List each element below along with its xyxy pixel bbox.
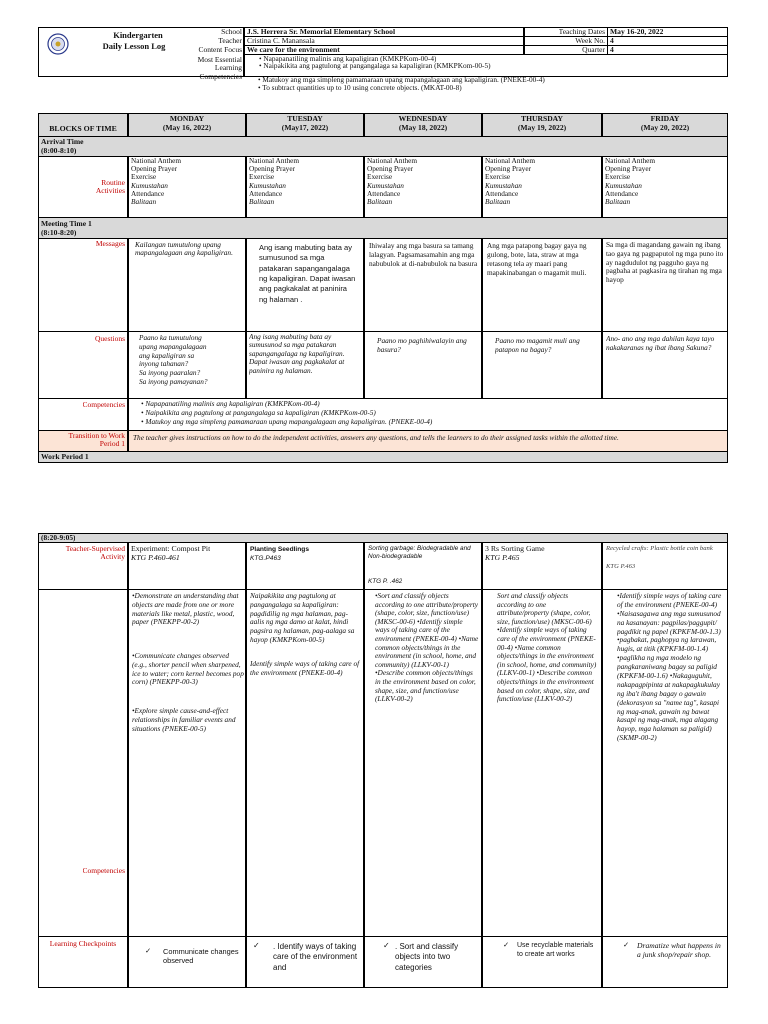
day-date-wed: (May 18, 2022) bbox=[398, 124, 448, 132]
focus-value: We care for the environment bbox=[247, 46, 340, 54]
lc-fri: Dramatize what happens in a junk shop/repair shop. bbox=[637, 941, 721, 960]
tsa-ref-fri: KTG P.463 bbox=[606, 563, 636, 570]
routine-item: National Anthem bbox=[131, 157, 182, 165]
routine-item: National Anthem bbox=[367, 157, 418, 165]
day-date-thu: (May 19, 2022) bbox=[517, 124, 567, 132]
quarter-label-cell bbox=[524, 45, 608, 55]
comp2-cell-thu bbox=[482, 589, 602, 937]
question-fri: Ano- ano ang mga dahilan kaya tayo nakakaranas ng ibat ibang Sakuna? bbox=[606, 334, 715, 353]
tsa-cell-fri bbox=[602, 542, 728, 590]
dates-label: Teaching Dates bbox=[558, 28, 605, 36]
questions-cell-fri bbox=[602, 331, 728, 399]
routine-item: Exercise bbox=[605, 172, 631, 182]
check-icon: ✓ bbox=[503, 941, 510, 949]
competencies-cell bbox=[128, 398, 728, 431]
day-name-wed: WEDNESDAY bbox=[398, 115, 448, 123]
day-header-mon bbox=[128, 113, 246, 137]
meeting-time-row bbox=[38, 217, 728, 239]
day-name-thu: THURSDAY bbox=[521, 115, 563, 123]
question-line: inyong tahanan? bbox=[139, 359, 189, 369]
comp2-mon-1: •Demonstrate an understanding that objects are made from one or more materials like metal, plastic, wood, paper (PNEKPP-00-2) bbox=[132, 592, 239, 627]
routine-list-thu bbox=[485, 157, 601, 206]
tsa-title-tue: Planting Seedlings bbox=[250, 546, 309, 553]
routine-item: Attendance bbox=[605, 188, 639, 198]
competency-item: • Naipakikita ang pagtulong at pangangalaga sa kapaligiran (KMKPKom-00-5) bbox=[141, 407, 376, 417]
comp2-mon-2: •Communicate changes observed (e.g., shorter pencil when sharpened, ice to water; corn kernel becomes pop corn) (PNEKPP-00-3) bbox=[132, 652, 244, 687]
question-line: Sa inyong pamayanan? bbox=[139, 376, 208, 386]
message-wed: Ihiwalay ang mga basura sa tamang lalagyan. Pagsamasamahin ang mga nabubulok at di-nabubulok na basura bbox=[369, 241, 478, 269]
message-thu: Ang mga patapong bagay gaya ng gulong, bote, lata, straw at mga retasong tela ay maari pang mapakinabangan o magamit muli. bbox=[487, 241, 587, 278]
tsa-ref-wed: KTG P. .462 bbox=[368, 578, 403, 585]
transition-label-cell bbox=[38, 430, 128, 452]
questions-cell-mon bbox=[128, 331, 246, 399]
routine-item: Kumustahan bbox=[249, 180, 286, 190]
tsa-cell-tue bbox=[246, 542, 364, 590]
lc-mon: Communicate changes observed bbox=[163, 947, 239, 966]
routine-cell-mon bbox=[128, 156, 246, 218]
comp2-wed: •Sort and classify objects according to one attribute/property (shape, color, size, function/use) (MKSC-00-6) •Identify simple ways of taking care of the environment (PNEKE-00-4) •Name common objects/things in the environment (in school, home, and community) (LLKV-00-1) •Describe common objects/things in the environment based on color, shape, size, and function/use (LLKV-00-2) bbox=[375, 592, 479, 704]
competencies-label-cell bbox=[38, 398, 128, 431]
title-line-1: Kindergarten bbox=[113, 31, 163, 40]
questions-label: Questions bbox=[95, 335, 125, 343]
messages-label: Messages bbox=[95, 240, 125, 248]
mel-item-2: • Naipakikita ang pagtulong at pangangalaga sa kapaligiran (KMKPKom-00-5) bbox=[259, 62, 491, 70]
comp2-label: Competencies bbox=[82, 867, 125, 875]
lc-label-cell bbox=[38, 936, 128, 988]
comp2-mon-3: •Explore simple cause-and-effect relationships in familiar events and situations (PNEKE-00-5) bbox=[132, 707, 236, 733]
message-mon: Kailangan tumutulong upang mapangalagaan ang kapaligiran. bbox=[135, 241, 233, 258]
routine-item: Exercise bbox=[485, 172, 511, 182]
teacher-value: Cristina C. Manansala bbox=[247, 37, 315, 45]
lc-cell-fri bbox=[602, 936, 728, 988]
routine-item: Balitaan bbox=[131, 196, 157, 206]
routine-item: Opening Prayer bbox=[131, 164, 177, 174]
tsa-title-fri: Recycled crafts: Plastic bottle coin bank bbox=[606, 545, 713, 552]
competency-item: • Napapanatiling malinis ang kapaligiran (KMKPKom-00-4) bbox=[141, 400, 320, 408]
arrival-time-label: Arrival Time bbox=[41, 138, 84, 146]
message-tue: Ang isang mabuting bata ay sumusunod sa mga patakaran sapangangalaga ng kapaligiran. Dapat iwasan ang pagkakalat at paninira ng halaman . bbox=[259, 243, 356, 304]
question-thu: Paano mo magamit muli ang patapon na bagay? bbox=[495, 336, 580, 355]
routine-item: Attendance bbox=[367, 188, 401, 198]
questions-cell-thu bbox=[482, 331, 602, 399]
transition-label: Transition to Work Period 1 bbox=[68, 432, 125, 449]
routine-item: Opening Prayer bbox=[367, 164, 413, 174]
routine-item: Attendance bbox=[249, 188, 283, 198]
routine-item: National Anthem bbox=[249, 157, 300, 165]
tsa-ref-thu: KTG P.465 bbox=[485, 554, 520, 562]
mel-item-3: • Matukoy ang mga simpleng pamamaraan upang mapangalagaan ang kapaligiran. (PNEKE-00-4) bbox=[258, 76, 545, 84]
quarter-label: Quarter bbox=[582, 46, 605, 54]
routine-item: Balitaan bbox=[485, 196, 511, 206]
question-line: upang mapangalagaan bbox=[139, 341, 207, 351]
day-date-fri: (May 20, 2022) bbox=[640, 124, 690, 132]
day-name-fri: FRIDAY bbox=[650, 115, 680, 123]
routine-item: Exercise bbox=[249, 172, 275, 182]
question-line: ang kapaligiran sa bbox=[139, 350, 195, 360]
mel-label: Most Essential Learning Competencies bbox=[197, 56, 242, 81]
comp2-cell-wed bbox=[364, 589, 482, 937]
routine-label-cell bbox=[38, 156, 128, 218]
routine-list-fri bbox=[605, 157, 727, 206]
routine-item: Exercise bbox=[131, 172, 157, 182]
messages-cell-tue bbox=[246, 238, 364, 332]
lc-wed: . Sort and classify objects into two categories bbox=[395, 942, 459, 972]
messages-cell-fri bbox=[602, 238, 728, 332]
meeting-time-range: (8:10-8:20) bbox=[41, 229, 77, 237]
tsa-label-cell bbox=[38, 542, 128, 590]
routine-item: Attendance bbox=[131, 188, 165, 198]
questions-cell-wed bbox=[364, 331, 482, 399]
routine-cell-fri bbox=[602, 156, 728, 218]
check-icon: ✓ bbox=[383, 942, 390, 950]
question-line: Sa inyong paaralan? bbox=[139, 368, 201, 377]
time-label-2: (8:20-9:05) bbox=[41, 534, 76, 542]
routine-cell-tue bbox=[246, 156, 364, 218]
tsa-cell-mon bbox=[128, 542, 246, 590]
transition-cell bbox=[128, 430, 728, 452]
day-header-fri bbox=[602, 113, 728, 137]
comp2-cell-mon bbox=[128, 589, 246, 937]
tsa-ref-tue: KTG.P463 bbox=[250, 555, 281, 562]
day-name-mon: MONDAY bbox=[169, 115, 205, 123]
routine-cell-wed bbox=[364, 156, 482, 218]
competencies-list bbox=[141, 400, 721, 426]
comp2-tue-1: Naipakikita ang pagtulong at pangangalaga sa kapaligiran: pagdidilig ng mga halaman, pag-aalis ng mga damo at kalat, hindi pagsira ng halaman, pag-aalaga sa hayop (KMKPKom-00-5) bbox=[250, 592, 355, 644]
comp2-thu: Sort and classify objects according to one attribute/property (shape, color, size, function/use) (MKSC-00-6) •Identify simple ways of taking care of the environment (PNEKE-00-4) •Name common objects/things in the environment (in school, home, and community) (LLKV-00-1) •Describe common objects/things in the environment based on color, shape, size, and function/use (LLKV-00-2) bbox=[497, 592, 597, 704]
routine-item: Kumustahan bbox=[367, 180, 404, 190]
blocks-of-time-header bbox=[38, 113, 128, 137]
messages-cell-wed bbox=[364, 238, 482, 332]
mel-value-cell bbox=[244, 54, 728, 77]
tsa-cell-thu bbox=[482, 542, 602, 590]
routine-item: Kumustahan bbox=[605, 180, 642, 190]
tsa-label: Teacher-Supervised Activity bbox=[65, 545, 125, 562]
day-header-thu bbox=[482, 113, 602, 137]
question-tue: Ang isang mabuting bata ay sumusunod sa mga patakaran sapangangalaga ng kapaligiran. Dapat iwasan ang pagkakalat at paninira ng halaman. bbox=[249, 333, 345, 375]
mel-item-4: • To subtract quantities up to 10 using concrete objects. (MKAT-00-8) bbox=[258, 84, 462, 92]
routine-item: Exercise bbox=[367, 172, 393, 182]
tsa-ref-mon: KTG P.460-461 bbox=[131, 554, 180, 562]
question-wed: Paano mo paghihiwalayin ang basura? bbox=[377, 336, 467, 355]
arrival-time-range: (8:00-8:10) bbox=[41, 147, 77, 155]
day-date-mon: (May 16, 2022) bbox=[162, 124, 212, 132]
deped-seal-logo bbox=[47, 33, 69, 55]
check-icon: ✓ bbox=[623, 941, 630, 949]
lc-cell-tue bbox=[246, 936, 364, 988]
routine-item: Kumustahan bbox=[131, 180, 168, 190]
routine-list-mon bbox=[131, 157, 245, 206]
questions-label-cell bbox=[38, 331, 128, 399]
lc-thu: Use recyclable materials to create art works bbox=[517, 942, 594, 959]
tsa-title-mon: Experiment: Compost Pit bbox=[131, 545, 211, 553]
mel-item-1: • Napapanatiling malinis ang kapaligiran (KMKPKom-00-4) bbox=[259, 55, 437, 63]
routine-item: Opening Prayer bbox=[485, 164, 531, 174]
teacher-label: Teacher bbox=[218, 37, 242, 45]
check-icon: ✓ bbox=[145, 947, 152, 955]
routine-item: Opening Prayer bbox=[605, 164, 651, 174]
routine-item: Attendance bbox=[485, 188, 519, 198]
lc-cell-wed bbox=[364, 936, 482, 988]
routine-label: Routine Activities bbox=[95, 179, 125, 196]
lc-cell-thu bbox=[482, 936, 602, 988]
content-focus-label: Content Focus bbox=[198, 46, 242, 54]
comp2-tue-2: Identify simple ways of taking care of the environment (PNEKE-00-4) bbox=[250, 660, 360, 677]
dates-value: May 16-20, 2022 bbox=[610, 28, 664, 36]
routine-cell-thu bbox=[482, 156, 602, 218]
day-header-tue bbox=[246, 113, 364, 137]
day-header-wed bbox=[364, 113, 482, 137]
title-line-2: Daily Lesson Log bbox=[102, 42, 166, 51]
arrival-time-row bbox=[38, 136, 728, 157]
messages-label-cell bbox=[38, 238, 128, 332]
routine-item: Balitaan bbox=[367, 196, 393, 206]
routine-item: Kumustahan bbox=[485, 180, 522, 190]
work-period-row bbox=[38, 451, 728, 463]
school-label: School bbox=[221, 28, 242, 36]
tsa-title-wed: Sorting garbage: Biodegradable and Non-biodegradable bbox=[368, 545, 471, 561]
comp2-fri: •Identify simple ways of taking care of the environment (PNEKE-00-4) •Naisasagawa ang mga sumusunod na kasanayan: pagpilas/paggupit/ pagdikit ng papel (KPKFM-00-1.3) •pagbakat, paghopya ng larawan, hugis, at titik (KPKFM-00-1.4) •paglikha ng mga modelo ng pangkaraniwang bagay sa paligid (KPKFM-00-1.6) •Nakaguguhit, nakapagpipinta at nakapagkukulay ng iba't ibang bagay o gawain (dekorasyon sa "name tag", kasapi ng mag-anak, gawain ng bawat kasapi ng mag-anak, mga alagang hayop, mga halaman sa paligid) (SKMP-00-2) bbox=[617, 592, 722, 743]
day-name-tue: TUESDAY bbox=[287, 115, 323, 123]
comp2-label-cell bbox=[38, 589, 128, 937]
message-fri: Sa mga di magandang gawain ng ibang tao gaya ng pagpaputol ng mga puno ito ay nagdudulot ng pagguho gaya ng pagbaha at pagkasira ng tirahan ng mga hayop bbox=[606, 241, 724, 284]
meeting-time-label: Meeting Time 1 bbox=[41, 220, 92, 228]
routine-item: National Anthem bbox=[485, 157, 536, 165]
routine-list-wed bbox=[367, 157, 481, 206]
quarter-value-cell bbox=[607, 45, 728, 55]
lc-label: Learning Checkpoints bbox=[49, 940, 117, 948]
tsa-title-thu: 3 Rs Sorting Game bbox=[485, 545, 545, 553]
lc-cell-mon bbox=[128, 936, 246, 988]
routine-item: Balitaan bbox=[605, 196, 631, 206]
school-value: J.S. Herrera Sr. Memorial Elementary School bbox=[247, 28, 396, 36]
competencies-label: Competencies bbox=[82, 401, 125, 409]
check-icon: ✓ bbox=[253, 942, 260, 950]
transition-text: The teacher gives instructions on how to do the independent activities, answers any questions, and tells the learners to do their assigned tasks within the allotted time. bbox=[133, 433, 619, 442]
comp2-cell-tue bbox=[246, 589, 364, 937]
work-period-label: Work Period 1 bbox=[41, 453, 89, 461]
routine-list-tue bbox=[249, 157, 363, 206]
routine-item: Balitaan bbox=[249, 196, 275, 206]
week-label: Week No. bbox=[575, 37, 605, 45]
tsa-cell-wed bbox=[364, 542, 482, 590]
questions-cell-tue bbox=[246, 331, 364, 399]
lc-tue: . Identify ways of taking care of the environment and bbox=[273, 942, 358, 972]
question-line: Paano ka tumutulong bbox=[139, 334, 202, 342]
messages-cell-thu bbox=[482, 238, 602, 332]
comp2-cell-fri bbox=[602, 589, 728, 937]
competency-item: • Matukoy ang mga simpleng pamamaraan upang mapangalagaan ang kapaligiran. (PNEKE-00-4) bbox=[141, 416, 433, 426]
day-date-tue: (May17, 2022) bbox=[281, 124, 329, 132]
routine-item: National Anthem bbox=[605, 157, 656, 165]
header-title-cell bbox=[38, 27, 188, 77]
routine-item: Opening Prayer bbox=[249, 164, 295, 174]
blocks-of-time-label: BLOCKS OF TIME bbox=[49, 125, 117, 133]
quarter-value: 4 bbox=[610, 46, 614, 54]
question-mon bbox=[139, 334, 245, 387]
week-value: 4 bbox=[610, 37, 614, 45]
messages-cell-mon bbox=[128, 238, 246, 332]
